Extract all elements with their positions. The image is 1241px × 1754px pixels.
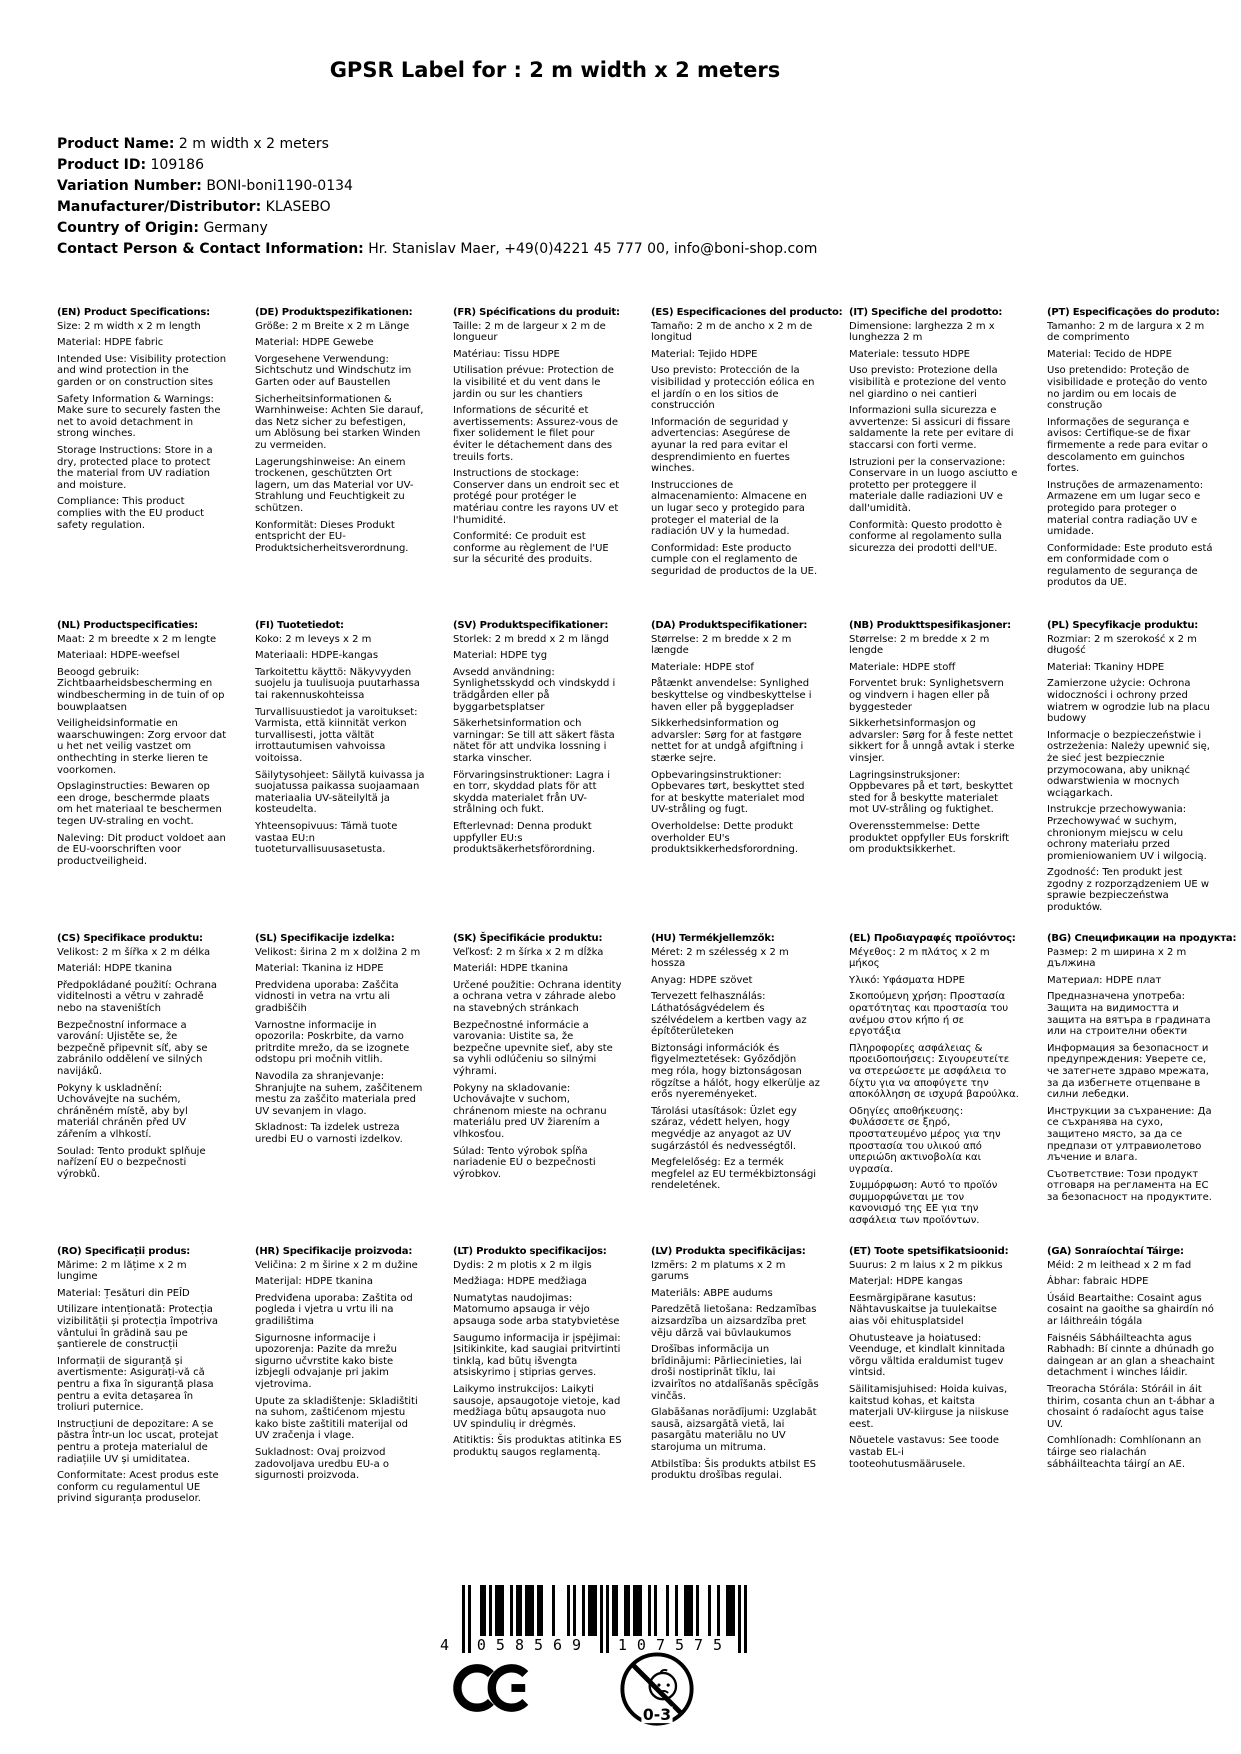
spec-paragraph: Konformität: Dieses Produkt entspricht der EU-Produktsicherheitsverordnung. [255, 519, 409, 554]
barcode-bar [744, 1585, 747, 1653]
barcode-bar [654, 1585, 657, 1639]
spec-paragraph: Anyag: HDPE szövet [651, 974, 753, 986]
spec-paragraph: Предназначена употреба: Защита на видимостта и защита на вятъра в градината или на строителни обекти [1047, 991, 1211, 1038]
spec-paragraph: Istruzioni per la conservazione: Conservare in un luogo asciutto e protetto per proteggere il materiale dalle radiazioni UV e dall'umidità. [849, 456, 1018, 514]
language-block-lt [453, 1246, 623, 1559]
spec-paragraph: Vorgesehene Verwendung: Sichtschutz und Windschutz im Garten oder auf Baustellen [255, 353, 412, 388]
spec-paragraph: Biztonsági információk és figyelmeztetések: Győződjön meg róla, hogy biztonságosan rögzítse a hálót, hogy elkerülje az erős nyereményeket. [651, 1042, 820, 1101]
language-block-fr [453, 307, 623, 620]
product-info-line [57, 239, 817, 260]
spec-paragraph: Faisnéis Sábháilteachta agus Rabhadh: Bí cinnte a dhúnadh go daingean ar an glan a sheachaint detachment i winches láidir. [1047, 1332, 1215, 1379]
spec-paragraph: Nõuetele vastavus: See toode vastab EL-i tooteohutusmäärusele. [849, 1435, 1000, 1470]
product-info-value: Hr. Stanislav Maer, +49(0)4221 45 777 00, info@boni-shop.com [363, 241, 818, 257]
barcode-bar [639, 1585, 642, 1639]
spec-paragraph: Zamierzone użycie: Ochrona widoczności i ochrony przed wiatrem w ogrodzie lub na placu budowy [1047, 678, 1210, 725]
spec-paragraph: Sikkerhetsinformasjon og advarsler: Sørg for å feste nettet sikkert for å unngå avtak i sterke vinsjer. [849, 718, 1015, 764]
barcode-bar [627, 1585, 630, 1639]
spec-paragraph: Størrelse: 2 m bredde x 2 m lengde [849, 633, 990, 657]
spec-paragraph: Sicherheitsinformationen & Warnhinweise: Achten Sie darauf, das Netz sicher zu befestigen, um Ablösung bei starken Winden zu vermeiden. [255, 393, 424, 451]
spec-paragraph: Materiaal: HDPE-weefsel [57, 650, 180, 662]
spec-paragraph: Съответствие: Този продукт отговаря на регламента на ЕС за безопасност на продуктите. [1047, 1168, 1212, 1203]
spec-paragraph: Conformitate: Acest produs este conform cu regulamentul UE privind siguranța produselor. [57, 1470, 219, 1505]
spec-paragraph: Atbilstība: Šis produkts atbilst ES produktu drošības regulai. [651, 1458, 817, 1482]
spec-paragraph: Información de seguridad y advertencias: Asegúrese de ayunar la red para evitar el desprendimiento en fuertes winches. [651, 416, 791, 475]
spec-paragraph: Ohutusteave ja hoiatused: Veenduge, et kindlalt kinnitada võrgu vältida eraldumist tugev vintsid. [849, 1332, 1006, 1379]
spec-paragraph: Storage Instructions: Store in a dry, protected place to protect the material from UV radiation and moisture. [57, 444, 213, 491]
spec-paragraph: Συμμόρφωση: Αυτό το προϊόν συμμορφώνεται με τον κανονισμό της ΕΕ για την ασφάλεια των προϊόντων. [849, 1180, 998, 1227]
barcode-bar [501, 1585, 504, 1639]
spec-paragraph: Säilitamisjuhised: Hoida kuivas, kaitstud kohas, et kaitsta materjali UV-kiirguse ja niiskuse eest. [849, 1383, 1009, 1430]
spec-paragraph: Storlek: 2 m bredd x 2 m längd [453, 633, 609, 645]
language-block-heading: (SL) Specifikacije izdelka: [255, 933, 395, 944]
spec-paragraph: Glabāšanas norādījumi: Uzglabāt sausā, aizsargātā vietā, lai pasargātu materiālu no UV starojuma un mitruma. [651, 1407, 817, 1453]
spec-paragraph: Safety Information & Warnings: Make sure to securely fasten the net to avoid detachment in strong winches. [57, 393, 221, 440]
spec-paragraph: Mărime: 2 m lățime x 2 m lungime [57, 1259, 187, 1283]
language-block-sl [255, 933, 425, 1246]
language-block-pt [1047, 307, 1220, 620]
language-block-heading: (PT) Especificações do produto: [1047, 307, 1220, 318]
language-block-el [849, 933, 1019, 1246]
spec-paragraph: Materiale: HDPE stoff [849, 661, 956, 673]
spec-paragraph: Beoogd gebruik: Zichtbaarheidsbescherming en windbescherming in de tuin of op bouwplaatsen [57, 666, 225, 713]
language-block-cs [57, 933, 227, 1246]
language-block-heading: (SV) Produktspecifikationer: [453, 620, 609, 631]
barcode-bar [738, 1585, 741, 1653]
spec-paragraph: Material: Tecido de HDPE [1047, 348, 1172, 360]
barcode-bar [606, 1585, 609, 1653]
spec-paragraph: Materijal: HDPE tkanina [255, 1276, 373, 1288]
language-block-heading: (GA) Sonraíochtaí Táirge: [1047, 1246, 1184, 1257]
spec-paragraph: Matériau: Tissu HDPE [453, 348, 560, 360]
language-block-ga [1047, 1246, 1217, 1559]
spec-paragraph: Určené použitie: Ochrana identity a ochrana vetra v záhrade alebo na stavebných stránkach [453, 979, 622, 1014]
barcode-digit-first: 4 [440, 1636, 450, 1654]
spec-paragraph: Předpokládané použití: Ochrana viditelnosti a větru v zahradě nebo na staveništích [57, 979, 218, 1014]
barcode-bar [717, 1585, 720, 1639]
spec-paragraph: Sikkerhedsinformation og advarsler: Sørg for at fastgøre nettet for at undgå afgiftning i stærke sejre. [651, 718, 804, 764]
product-info-value: Germany [199, 220, 268, 236]
age-warning-icon [618, 1650, 696, 1728]
spec-paragraph: Conformità: Questo prodotto è conforme al regolamento sulla sicurezza dei prodotti dell'UE. [849, 519, 1003, 554]
language-block-heading: (HR) Specifikacije proizvoda: [255, 1246, 413, 1257]
spec-paragraph: Πληροφορίες ασφάλειας & προειδοποιήσεις: Σιγουρευτείτε να στερεώσετε με ασφάλεια το δίχτυ για να αποφύγετε την αποκόλληση σε ισχυρά βαρούλκα. [849, 1042, 1019, 1101]
spec-paragraph: Megfelelőség: Ez a termék megfelel az EU termékbiztonsági rendeletének. [651, 1157, 817, 1192]
barcode-bar [489, 1585, 492, 1639]
product-info-line [57, 155, 817, 176]
spec-paragraph: Predvidena uporaba: Zaščita vidnosti in vetra na vrtu ali gradbiščih [255, 979, 399, 1014]
page-title: GPSR Label for : 2 m width x 2 meters [329, 58, 781, 82]
spec-paragraph: Instrucțiuni de depozitare: A se păstra într-un loc uscat, protejat pentru a proteja materialul de radiațiile UV și umiditatea. [57, 1418, 219, 1465]
product-info-label: Country of Origin: [57, 220, 199, 236]
language-block-heading: (NB) Produkttspesifikasjoner: [849, 620, 1011, 631]
spec-paragraph: Velikost: širina 2 m x dolžina 2 m [255, 946, 421, 958]
spec-paragraph: Medžiaga: HDPE medžiaga [453, 1276, 587, 1288]
spec-paragraph: Инструкции за съхранение: Да се съхранява на сухо, защитено място, за да се предпази от ултравиолетово лъчение и влага. [1047, 1105, 1212, 1164]
barcode-bar [531, 1585, 534, 1639]
barcode-bar [732, 1585, 735, 1639]
language-block-pl [1047, 620, 1217, 933]
barcode-bar [582, 1585, 585, 1639]
spec-paragraph: Materiał: Tkaniny HDPE [1047, 661, 1165, 673]
spec-paragraph: Veiligheidsinformatie en waarschuwingen: Zorg ervoor dat u het net veilig vastzet om onthechting in sterke lieren te voorkomen. [57, 718, 227, 776]
language-block-nb [849, 620, 1019, 933]
spec-paragraph: Opbevaringsinstruktioner: Opbevares tørt, beskyttet sted for at beskytte materialet mod UV-stråling og fugt. [651, 769, 805, 816]
language-grid [57, 307, 1237, 1559]
spec-paragraph: Yhteensopivuus: Tämä tuote vastaa EU:n tuoteturvallisuusasetusta. [255, 820, 398, 856]
spec-paragraph: Informações de segurança e avisos: Certifique-se de fixar firmemente a rede para evitar o descolamento em guinchos fortes. [1047, 416, 1208, 475]
product-info-line [57, 134, 817, 155]
spec-paragraph: Ábhar: fabraic HDPE [1047, 1276, 1149, 1288]
spec-paragraph: Μέγεθος: 2 m πλάτος x 2 m μήκος [849, 946, 990, 970]
spec-paragraph: Laikymo instrukcijos: Laikyti sausoje, apsaugotoje vietoje, kad medžiaga būtų apsaugota nuo UV spindulių ir drėgmės. [453, 1383, 621, 1430]
spec-paragraph: Overholdelse: Dette produkt overholder EU's produktsikkerhedsforordning. [651, 820, 799, 856]
language-block-sv [453, 620, 623, 933]
spec-paragraph: Soulad: Tento produkt splňuje nařízení EU o bezpečnosti výrobků. [57, 1145, 206, 1180]
spec-paragraph: Compliance: This product complies with the EU product safety regulation. [57, 496, 205, 531]
language-block-hu [651, 933, 821, 1246]
spec-paragraph: Material: HDPE fabric [57, 337, 164, 349]
spec-paragraph: Koko: 2 m leveys x 2 m [255, 633, 372, 645]
spec-paragraph: Paredzētā lietošana: Redzamības aizsardzība un aizsardzība pret vēju dārzā vai būvlaukumos [651, 1304, 817, 1339]
language-block-heading: (CS) Specifikace produktu: [57, 933, 203, 944]
spec-paragraph: Material: Tkanina iz HDPE [255, 963, 384, 975]
spec-paragraph: Material: Țesături din PEÎD [57, 1287, 190, 1299]
spec-paragraph: Υλικό: Υφάσματα HDPE [849, 974, 965, 986]
spec-paragraph: Instrucciones de almacenamiento: Almacene en un lugar seco y protegido para proteger el material de la radiación UV y la humedad. [651, 479, 807, 538]
spec-paragraph: Uso previsto: Protección de la visibilidad y protección eólica en el jardín o en los sitios de construcción [651, 365, 815, 412]
spec-paragraph: Drošības informācija un brīdinājumi: Pārliecinieties, lai droši nostiprināt tīklu, lai izvairītos no atdalīšanās spēcīgās vinčās. [651, 1344, 819, 1402]
spec-paragraph: Dimensione: larghezza 2 m x lunghezza 2 m [849, 320, 995, 344]
spec-paragraph: Comhlíonadh: Comhlíonann an táirge seo rialachán sábháilteachta táirgí an AE. [1047, 1435, 1202, 1470]
spec-paragraph: Materjal: HDPE kangas [849, 1276, 963, 1288]
language-block-heading: (NL) Productspecificaties: [57, 620, 198, 631]
spec-paragraph: Informacje o bezpieczeństwie i ostrzeżenia: Należy upewnić się, że sieć jest bezpiecznie przymocowana, aby uniknąć odwarstwienia w mocnych wciągarkach. [1047, 729, 1210, 799]
spec-paragraph: Lagerungshinweise: An einem trockenen, geschützten Ort lagern, um das Material vor UV-Strahlung und Feuchtigkeit zu schützen. [255, 456, 414, 514]
language-block-heading: (HU) Termékjellemzők: [651, 933, 775, 944]
language-block-heading: (BG) Спецификации на продукта: [1047, 933, 1237, 944]
product-info [57, 134, 817, 260]
spec-paragraph: Efterlevnad: Denna produkt uppfyller EU:s produktsäkerhetsförordning. [453, 820, 596, 856]
language-block-sk [453, 933, 623, 1246]
language-block-heading: (ES) Especificaciones del producto: [651, 307, 843, 318]
barcode-bar [594, 1585, 597, 1639]
spec-paragraph: Size: 2 m width x 2 m length [57, 320, 201, 332]
spec-paragraph: Materiál: HDPE tkanina [453, 963, 569, 975]
spec-paragraph: Turvallisuustiedot ja varoitukset: Varmista, että kiinnität verkon turvallisesti, jotta vältät irrottautumisen vahvoissa voitoissa. [255, 706, 418, 764]
language-block-ro [57, 1246, 227, 1559]
spec-paragraph: Materiale: tessuto HDPE [849, 348, 970, 360]
spec-paragraph: Skladnost: Ta izdelek ustreza uredbi EU o varnosti izdelkov. [255, 1122, 403, 1145]
product-info-label: Product Name: [57, 136, 175, 152]
product-info-value: BONI-boni1190-0134 [201, 178, 353, 194]
language-block-fi [255, 620, 425, 933]
barcode [440, 1585, 750, 1655]
product-info-line [57, 197, 817, 218]
spec-paragraph: Tárolási utasítások: Üzlet egy száraz, védett helyen, hogy megvédje az anyagot az UV sugárzástól és nedvességtől. [651, 1105, 797, 1152]
barcode-bar [708, 1585, 711, 1639]
spec-paragraph: Tamaño: 2 m de ancho x 2 m de longitud [651, 320, 813, 344]
spec-paragraph: Suurus: 2 m laius x 2 m pikkus [849, 1259, 1003, 1271]
age-warning-text: 0-3 [642, 1706, 672, 1725]
spec-paragraph: Conformidade: Este produto está em conformidade com o regulamento de segurança de produtos da UE. [1047, 542, 1213, 589]
language-block-lv [651, 1246, 821, 1559]
barcode-bar [519, 1585, 522, 1639]
language-block-heading: (DE) Produktspezifikationen: [255, 307, 413, 318]
spec-paragraph: Varnostne informacije in opozorila: Poskrbite, da varno pritrdite mrežo, da se izognete odstopu pri močnih vitlih. [255, 1019, 410, 1066]
spec-paragraph: Navodila za shranjevanje: Shranjujte na suhem, zaščitenem mestu za zaščito materiala pred UV sevanjem in vlago. [255, 1070, 423, 1117]
language-block-hr [255, 1246, 425, 1559]
barcode-bar [510, 1585, 513, 1639]
language-block-heading: (LV) Produkta specifikācijas: [651, 1246, 806, 1257]
product-info-label: Manufacturer/Distributor: [57, 199, 262, 215]
spec-paragraph: Zgodność: Ten produkt jest zgodny z rozporządzeniem UE w sprawie bezpieczeństwa produktów. [1047, 867, 1210, 914]
language-block-heading: (EL) Προδιαγραφές προϊόντος: [849, 933, 1016, 944]
language-block-heading: (PL) Specyfikacje produktu: [1047, 620, 1199, 631]
language-block-heading: (FR) Spécifications du produit: [453, 307, 620, 318]
product-info-value: 2 m width x 2 meters [174, 136, 329, 152]
spec-paragraph: Bezpečnostné informácie a varovania: Uistite sa, že bezpečne upevnite sieť, aby ste sa vyhli odlúčeniu so silnými výhrami. [453, 1019, 613, 1077]
language-block-et [849, 1246, 1019, 1559]
spec-paragraph: Naleving: Dit product voldoet aan de EU-voorschriften voor productveiligheid. [57, 832, 226, 867]
spec-paragraph: Veľkosť: 2 m šírka x 2 m dĺžka [453, 946, 604, 958]
spec-paragraph: Upute za skladištenje: Skladištiti na suhom, zaštićenom mjestu kako biste zaštitili materijal od UV zračenja i vlage. [255, 1395, 418, 1442]
spec-paragraph: Méret: 2 m szélesség x 2 m hossza [651, 946, 789, 970]
barcode-bar [666, 1585, 669, 1639]
language-block-heading: (EN) Product Specifications: [57, 307, 210, 318]
spec-paragraph: Tervezett felhasználás: Láthatóságvédelem és szélvédelem a kertben vagy az építőterületeken [651, 991, 807, 1038]
spec-paragraph: Materiale: HDPE stof [651, 661, 754, 673]
spec-paragraph: Οδηγίες αποθήκευσης: Φυλάσσετε σε ξηρό, προστατευμένο μέρος για την προστασία του υλικού από υπεριώδη ακτινοβολία και υγρασία. [849, 1105, 1001, 1175]
spec-paragraph: Material: HDPE Gewebe [255, 337, 374, 349]
language-block-bg [1047, 933, 1237, 1246]
spec-paragraph: Påtænkt anvendelse: Synlighed beskyttelse og vindbeskyttelse i haven eller på byggepladser [651, 678, 812, 713]
spec-paragraph: Sigurnosne informacije i upozorenja: Pazite da mrežu sigurno učvrstite kako biste izbjegli odvajanje pri jakim vjetrovima. [255, 1332, 398, 1390]
product-info-label: Product ID: [57, 157, 147, 173]
spec-paragraph: Informations de sécurité et avertissements: Assurez-vous de fixer solidement le filet pour éviter le détachement dans des treuils forts. [453, 405, 618, 463]
spec-paragraph: Avsedd användning: Synlighetsskydd och vindskydd i trädgården eller på byggarbetsplatser [453, 666, 616, 713]
barcode-digits-right: 107575 [612, 1636, 738, 1654]
barcode-bar [675, 1585, 678, 1639]
spec-paragraph: Opslaginstructies: Bewaren op een droge, beschermde plaats om het materiaal te beschermen tegen UV-straling en vocht. [57, 781, 222, 827]
language-block-heading: (LT) Produkto specifikacijos: [453, 1246, 607, 1257]
spec-paragraph: Instructions de stockage: Conserver dans un endroit sec et protégé pour protéger le matériau contre les rayons UV et l'humidité. [453, 468, 620, 526]
spec-paragraph: Intended Use: Visibility protection and wind protection in the garden or on construction sites [57, 353, 227, 388]
barcode-bar [696, 1585, 699, 1639]
language-block-de [255, 307, 425, 620]
spec-paragraph: Utilisation prévue: Protection de la visibilité et du vent dans le jardin ou sur les chantiers [453, 365, 614, 400]
spec-paragraph: Säkerhetsinformation och varningar: Se till att säkert fästa nätet för att undvika lossning i starka vinscher. [453, 718, 615, 764]
barcode-bar [600, 1585, 603, 1653]
spec-paragraph: Instruções de armazenamento: Armazene em um lugar seco e protegido para proteger o material contra radiação UV e umidade. [1047, 479, 1204, 538]
language-block-heading: (DA) Produktspecifikationer: [651, 620, 808, 631]
spec-paragraph: Veličina: 2 m širine x 2 m dužine [255, 1259, 418, 1271]
spec-paragraph: Conformité: Ce produit est conforme au règlement de l'UE sur la sécurité des produits. [453, 531, 609, 566]
spec-paragraph: Materiāls: ABPE audums [651, 1287, 773, 1299]
spec-paragraph: Material: Tejido HDPE [651, 348, 758, 360]
spec-paragraph: Dydis: 2 m plotis x 2 m ilgis [453, 1259, 592, 1271]
product-info-label: Variation Number: [57, 178, 202, 194]
spec-paragraph: Størrelse: 2 m bredde x 2 m længde [651, 633, 792, 657]
barcode-bar [648, 1585, 651, 1639]
barcode-digits-left: 058569 [471, 1636, 597, 1654]
spec-paragraph: Eesmärgipärane kasutus: Nähtavuskaitse ja tuulekaitse aias või ehitusplatsidel [849, 1292, 997, 1327]
product-info-line [57, 176, 817, 197]
spec-paragraph: Tarkoitettu käyttö: Näkyvyyden suojelu ja tuulisuoja puutarhassa tai rakennuskohteissa [255, 666, 420, 701]
language-block-heading: (ET) Toote spetsifikatsioonid: [849, 1246, 1009, 1257]
spec-paragraph: Taille: 2 m de largeur x 2 m de longueur [453, 320, 606, 344]
spec-paragraph: Maat: 2 m breedte x 2 m lengte [57, 633, 217, 645]
spec-paragraph: Информация за безопасност и предупреждения: Уверете се, че затегнете здраво мрежата, за да избегнете отцепване в силни лебедки. [1047, 1042, 1209, 1101]
spec-paragraph: Conformidad: Este producto cumple con el reglamento de seguridad de productos de la UE. [651, 542, 818, 577]
spec-paragraph: Размер: 2 m ширина x 2 m дължина [1047, 946, 1187, 970]
barcode-bar [573, 1585, 576, 1639]
spec-paragraph: Materiaali: HDPE-kangas [255, 650, 379, 662]
spec-paragraph: Izmērs: 2 m platums x 2 m garums [651, 1259, 786, 1283]
spec-paragraph: Материал: HDPE плат [1047, 974, 1162, 986]
barcode-bar [483, 1585, 486, 1639]
barcode-bar [552, 1585, 555, 1639]
spec-paragraph: Förvaringsinstruktioner: Lagra i en torr, skyddad plats för att skydda materialet från UV-strålning och fukt. [453, 769, 610, 816]
spec-paragraph: Säilytysohjeet: Säilytä kuivassa ja suojatussa paikassa suojaamaan materiaalia UV-säteilyltä ja kosteudelta. [255, 769, 425, 816]
language-block-it [849, 307, 1019, 620]
product-info-value: 109186 [146, 157, 204, 173]
language-block-en [57, 307, 227, 620]
spec-paragraph: Atitiktis: Šis produktas atitinka ES produktų saugos reglamentą. [453, 1435, 622, 1458]
language-block-heading: (SK) Špecifikácie produktu: [453, 933, 603, 944]
spec-paragraph: Informazioni sulla sicurezza e avvertenze: Si assicuri di fissare saldamente la rete per evitare di staccarsi con forti verme. [849, 405, 1014, 451]
product-info-value: KLASEBO [261, 199, 331, 215]
language-block-heading: (FI) Tuotetiedot: [255, 620, 344, 631]
spec-paragraph: Lagringsinstruksjoner: Oppbevares på et tørt, beskyttet sted for å beskytte materialet mot UV-stråling og fuktighet. [849, 769, 1013, 816]
spec-paragraph: Uso pretendido: Proteção de visibilidade e proteção do vento no jardim ou em locais de construção [1047, 365, 1208, 412]
spec-paragraph: Instrukcje przechowywania: Przechowywać w suchym, chronionym miejscu w celu ochrony materiału przed promieniowaniem UV i wilgocią. [1047, 804, 1207, 862]
spec-paragraph: Materiál: HDPE tkanina [57, 963, 173, 975]
language-block-es [651, 307, 843, 620]
spec-paragraph: Material: HDPE tyg [453, 650, 548, 662]
spec-paragraph: Velikost: 2 m šířka x 2 m délka [57, 946, 211, 958]
spec-paragraph: Forventet bruk: Synlighetsvern og vindvern i hagen eller på byggesteder [849, 678, 1004, 713]
language-block-heading: (IT) Specifiche del prodotto: [849, 307, 1003, 318]
language-block-da [651, 620, 821, 933]
spec-paragraph: Rozmiar: 2 m szerokość x 2 m długość [1047, 633, 1197, 657]
spec-paragraph: Sukladnost: Ovaj proizvod zadovoljava uredbu EU-a o sigurnosti proizvoda. [255, 1446, 390, 1482]
product-info-line [57, 218, 817, 239]
spec-paragraph: Informații de siguranță și avertismente: Asigurați-vă că pentru a fixa în siguranță plasa pentru a evita detașarea în troliuri puternice. [57, 1355, 214, 1414]
spec-paragraph: Pokyny k uskladnění: Uchovávejte na suchém, chráněném místě, aby byl materiál chráněn před UV zářením a vlhkostí. [57, 1082, 188, 1140]
spec-paragraph: Größe: 2 m Breite x 2 m Länge [255, 320, 410, 332]
spec-paragraph: Treoracha Stórála: Stóráil in áit thirim, cosanta chun an t-ábhar a chosaint ó radaíocht agus taise UV. [1047, 1383, 1215, 1430]
spec-paragraph: Súlad: Tento výrobok spĺňa nariadenie EÚ o bezpečnosti výrobkov. [453, 1145, 596, 1180]
spec-paragraph: Numatytas naudojimas: Matomumo apsauga ir vėjo apsauga sode arba statybvietėse [453, 1292, 620, 1327]
spec-paragraph: Uso previsto: Protezione della visibilità e protezione del vento nel giardino o nei cantieri [849, 365, 1007, 400]
spec-paragraph: Utilizare intenționată: Protecția vizibilității și protecția împotriva vântului în grădină sau pe șantierele de construcții [57, 1304, 219, 1351]
spec-paragraph: Predviđena uporaba: Zaštita od pogleda i vjetra u vrtu ili na gradilištima [255, 1292, 413, 1327]
barcode-bar [567, 1585, 570, 1639]
barcode-bar [690, 1585, 693, 1639]
spec-paragraph: Pokyny na skladovanie: Uchovávajte v suchom, chránenom mieste na ochranu materiálu pred UV žiarením a vlhkosťou. [453, 1082, 607, 1140]
spec-paragraph: Úsáid Beartaithe: Cosaint agus cosaint na gaoithe sa ghairdín nó ar láithreáin tógála [1047, 1292, 1214, 1327]
spec-paragraph: Tamanho: 2 m de largura x 2 m de comprimento [1047, 320, 1205, 344]
ce-mark-icon [450, 1660, 536, 1716]
barcode-bar [615, 1585, 618, 1639]
spec-paragraph: Méid: 2 m leithead x 2 m fad [1047, 1259, 1192, 1271]
spec-paragraph: Overensstemmelse: Dette produktet oppfyller EUs forskrift om produktsikkerhet. [849, 820, 1010, 856]
language-block-nl [57, 620, 227, 933]
product-info-label: Contact Person & Contact Information: [57, 241, 364, 257]
spec-paragraph: Bezpečnostní informace a varování: Ujistěte se, že bezpečně připevnit síť, aby se zabránilo oddělení ve silných navijáků. [57, 1019, 208, 1077]
spec-paragraph: Saugumo informacija ir įspėjimai: Įsitikinkite, kad saugiai pritvirtinti tinklą, kad būtų išvengta atsiskyrimo į stiprias gerves. [453, 1332, 621, 1379]
barcode-bar [540, 1585, 543, 1639]
barcode-bar [462, 1585, 465, 1653]
spec-paragraph: Σκοπούμενη χρήση: Προστασία ορατότητας και προστασία του ανέμου στον κήπο ή σε εργοτάξια [849, 991, 1009, 1038]
language-block-heading: (RO) Specificații produs: [57, 1246, 191, 1257]
